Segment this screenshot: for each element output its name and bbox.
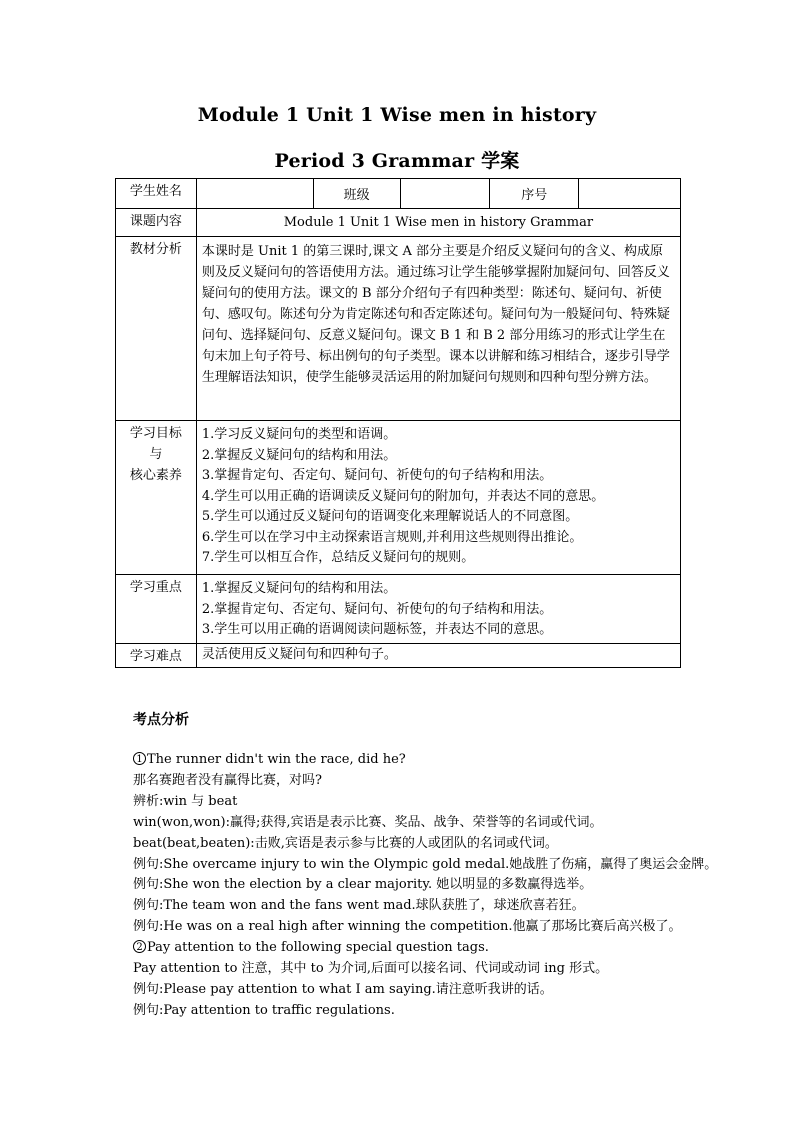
example-line: Pay attention to 注意，其中 to 为介词,后面可以接名词、代词或动词 ing 形式。 (133, 961, 609, 977)
analysis-text: 本课时是 Unit 1 的第三课时,课文 A 部分主要是介绍反义疑问句的含义、构成原则及反义疑问句的答语使用方法。通过练习让学生能够掌握附加疑问句、回答反义疑问句的使用方法。课文的 B 部分介绍句子有四种类型：陈述句、疑问句、祈使句、感叹句。陈述句分为肯定陈述句和否定陈述句。疑问句为一般疑问句、特殊疑问句、选择疑问句、反意义疑问句。课文 B 1 和 B 2 部分用练习的形式让学生在句末加上句子符号、标出例句的句子类型。课本以讲解和练习相结合，逐步引导学生理解语法知识，使学生能够灵活运用的附加疑问句规则和四种句型分辨方法。 (196, 237, 680, 421)
table-row (116, 179, 681, 209)
list-item: 1.掌握反义疑问句的结构和用法。 (201, 581, 397, 596)
goals-label (116, 421, 197, 575)
list-item: 2.掌握反义疑问句的结构和用法。 (201, 447, 397, 463)
lesson-value: Module 1 Unit 1 Wise men in history Grammar (196, 209, 680, 237)
circled-number-2: 2 (133, 940, 146, 953)
difficulty-text: 灵活使用反义疑问句和四种句子。 (196, 643, 680, 667)
worksheet-title: Module 1 Unit 1 Wise men in history (197, 104, 597, 126)
list-item: 3.学生可以用正确的语调阅读问题标签，并表达不同的意思。 (201, 622, 553, 637)
example-line: 例句:Pay attention to traffic regulations. (133, 1002, 395, 1018)
example-line: 2 Pay attention to the following special question tags. (133, 938, 693, 959)
example-line: 例句:Please pay attention to what I am saying.请注意听我讲的话。 (133, 981, 553, 997)
example-line: 例句:The team won and the fans went mad.球队获胜了，球迷欣喜若狂。 (133, 898, 585, 914)
list-item: 5.学生可以通过反义疑问句的语调变化来理解说话人的不同意图。 (201, 509, 579, 524)
info-table (115, 178, 681, 668)
table-row (116, 421, 681, 575)
list-item: 2.掌握肯定句、否定句、疑问句、祈使句的句子结构和用法。 (201, 601, 553, 617)
list-item: 7.学生可以相互合作，总结反义疑问句的规则。 (201, 550, 475, 565)
example-line: 1 The runner didn't win the race, did he? (133, 750, 693, 771)
lesson-label: 课题内容 (116, 209, 197, 237)
student-name-label: 学生姓名 (116, 179, 197, 209)
seat-label: 序号 (490, 179, 579, 209)
key-points-list (196, 575, 680, 644)
table-row (116, 209, 681, 237)
example-line: 例句:She overcame injury to win the Olympic gold medal.她战胜了伤痛，赢得了奥运会金牌。 (133, 856, 718, 872)
goals-list (196, 421, 680, 575)
seat-cell[interactable] (579, 179, 681, 209)
key-label: 学习重点 (116, 575, 197, 644)
class-cell[interactable] (400, 179, 490, 209)
analysis-label: 教材分析 (116, 237, 197, 421)
goals-label-line: 与 (149, 447, 163, 462)
example-line: 例句:She won the election by a clear majority. 她以明显的多数赢得选举。 (133, 877, 593, 893)
example-line: win(won,won):赢得;获得,宾语是表示比赛、奖品、战争、荣誉等的名词或代词。 (133, 814, 603, 830)
goals-label-line: 学习目标 (129, 426, 182, 441)
class-label: 班级 (313, 179, 400, 209)
student-name-cell[interactable] (196, 179, 313, 209)
example-line: 辨析:win 与 beat (133, 793, 238, 809)
analysis-body (133, 750, 718, 1022)
circled-number-1: 1 (133, 752, 146, 765)
goals-label-line: 核心素养 (129, 468, 182, 483)
list-item: 1.学习反义疑问句的类型和语调。 (201, 427, 397, 442)
worksheet-subtitle: Period 3 Grammar 学案 (274, 150, 520, 172)
example-line: beat(beat,beaten):击败,宾语是表示参与比赛的人或团队的名词或代词。 (133, 835, 558, 851)
table-row (116, 643, 681, 667)
section-heading: 考点分析 (133, 712, 189, 728)
list-item: 4.学生可以用正确的语调读反义疑问句的附加句，并表达不同的意思。 (201, 488, 605, 504)
list-item: 6.学生可以在学习中主动探索语言规则,并利用这些规则得出推论。 (201, 529, 583, 545)
example-line: 那名赛跑者没有赢得比赛，对吗? (133, 772, 322, 788)
difficulty-label: 学习难点 (116, 643, 197, 667)
table-row (116, 237, 681, 421)
example-line: 例句:He was on a real high after winning the competition.他赢了那场比赛后高兴极了。 (133, 919, 682, 935)
table-row (116, 575, 681, 644)
list-item: 3.掌握肯定句、否定句、疑问句、祈使句的句子结构和用法。 (201, 468, 553, 483)
